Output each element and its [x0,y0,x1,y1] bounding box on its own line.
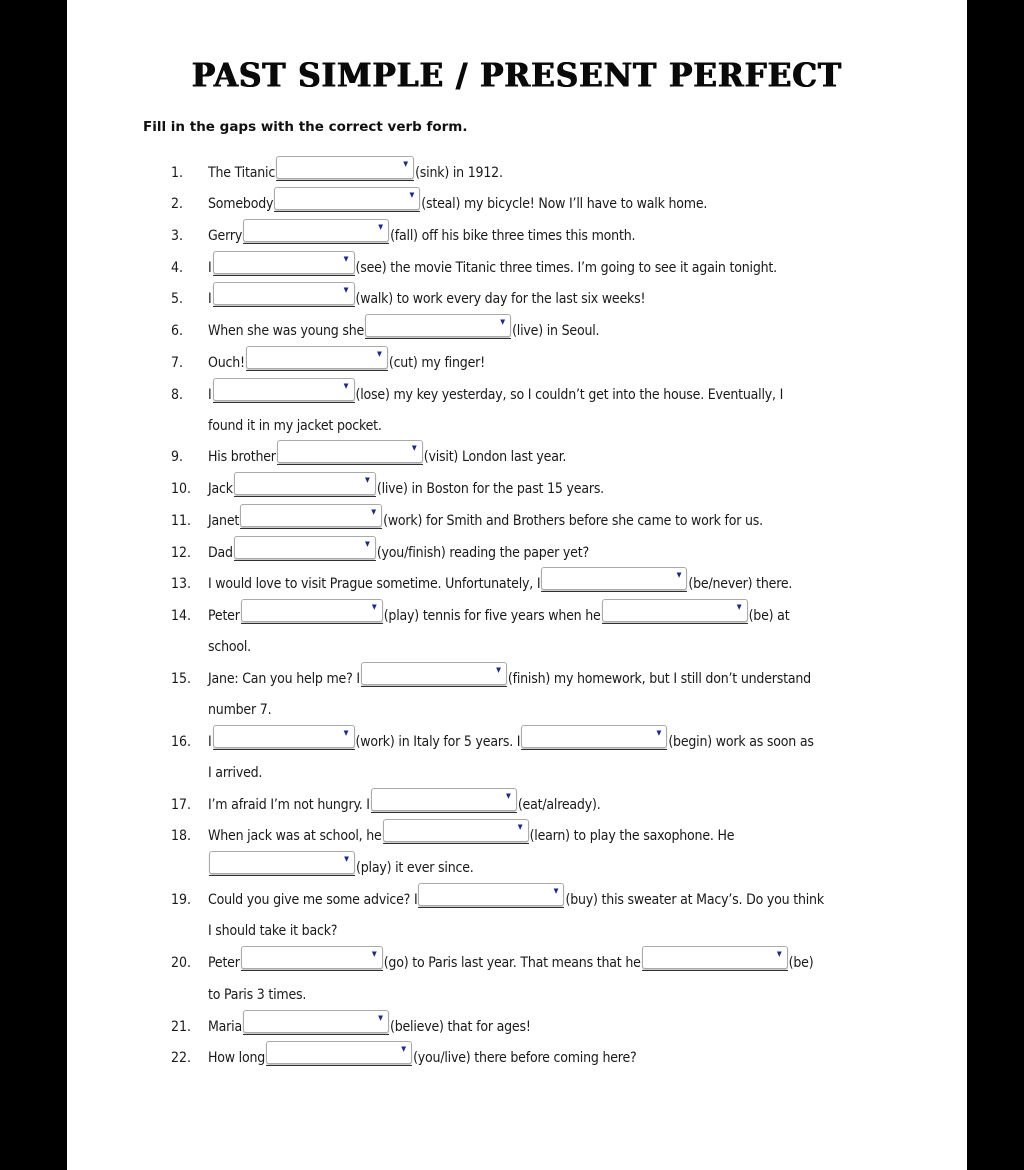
sentence-text: I’m afraid I’m not hungry. I [208,797,370,813]
gap-underline [541,591,687,592]
dropdown-select[interactable] [266,1041,412,1064]
gap-underline [418,907,564,908]
sentence-text: His brother [208,449,276,465]
sentence-text: How long [208,1050,266,1066]
item-sentence [208,600,789,626]
dropdown-arrow-icon[interactable]: ▼ [378,223,384,231]
item-sentence [208,820,734,846]
dropdown-arrow-icon[interactable]: ▼ [676,571,682,579]
gap-underline [241,970,383,971]
dropdown-select[interactable] [234,472,376,495]
item-sentence [208,347,485,373]
dropdown-arrow-icon[interactable]: ▼ [365,476,370,484]
answer-dropdown[interactable] [276,157,414,183]
answer-dropdown[interactable] [213,726,355,752]
gap-underline [209,875,355,876]
sentence-text: to Paris 3 times. [208,987,307,1003]
dropdown-select[interactable] [243,219,389,242]
gap-underline [213,306,355,307]
dropdown-select[interactable] [241,599,383,622]
dropdown-arrow-icon[interactable]: ▼ [401,1045,407,1053]
answer-dropdown[interactable] [241,947,383,973]
sentence-text: (be) [788,955,814,971]
dropdown-arrow-icon[interactable]: ▼ [776,950,782,958]
sentence-text: I would love to visit Prague sometime. Unfortunately, I [208,576,541,592]
dropdown-arrow-icon[interactable]: ▼ [553,887,559,895]
gap-underline [213,402,355,403]
sentence-text: number 7. [208,702,272,718]
item-sentence [208,283,645,309]
gap-underline [383,843,529,844]
sentence-text: Maria [208,1019,242,1035]
sentence-text: I arrived. [208,765,263,781]
answer-dropdown[interactable] [213,252,355,278]
item-number: 20. [171,955,192,971]
item-number: 12. [171,545,192,561]
item-number: 17. [171,797,192,813]
dropdown-arrow-icon[interactable]: ▼ [343,286,349,294]
dropdown-arrow-icon[interactable]: ▼ [364,540,370,548]
item-sentence [208,157,503,183]
dropdown-select[interactable] [243,1010,389,1033]
dropdown-arrow-icon[interactable]: ▼ [496,666,501,674]
sentence-text: (cut) my finger! [388,355,485,371]
dropdown-select[interactable] [276,156,414,179]
answer-dropdown[interactable] [277,441,423,467]
dropdown-arrow-icon[interactable]: ▼ [344,855,349,863]
item-number: 7. [171,355,184,371]
item-number: 3. [171,228,184,244]
sentence-text: Somebody [208,196,274,212]
answer-dropdown[interactable] [234,537,376,563]
sentence-text: (be) at [748,608,790,624]
dropdown-arrow-icon[interactable]: ▼ [403,160,409,168]
item-number: 2. [171,196,184,212]
sentence-text: Ouch! [208,355,245,371]
sentence-text: The Titanic [208,165,276,181]
sentence-text: I [208,291,212,307]
item-number: 9. [171,449,184,465]
sentence-text: (sink) in 1912. [415,165,503,181]
worksheet-title: PAST SIMPLE / PRESENT PERFECT [191,57,843,95]
answer-dropdown[interactable] [213,283,355,309]
sentence-text: Peter [208,608,240,624]
item-sentence [208,410,382,436]
dropdown-select[interactable] [418,883,564,906]
sentence-text: (finish) my homework, but I still don’t understand [507,671,811,687]
dropdown-arrow-icon[interactable]: ▼ [736,603,742,611]
sentence-text: (work) for Smith and Brothers before she came to work for us. [383,513,763,529]
answer-dropdown[interactable] [234,473,376,499]
dropdown-select[interactable] [541,567,687,590]
gap-underline [234,560,376,561]
answer-dropdown[interactable] [383,820,529,846]
gap-underline [266,1065,412,1066]
gap-underline [602,623,748,624]
sentence-text: (you/finish) reading the paper yet? [376,545,589,561]
sentence-text: (be/never) there. [688,576,793,592]
gap-underline [243,243,389,244]
sentence-text: I should take it back? [208,923,338,939]
dropdown-select[interactable] [277,440,423,463]
item-sentence [208,220,635,246]
answer-dropdown[interactable] [274,188,420,214]
dropdown-arrow-icon[interactable]: ▼ [377,350,382,358]
worksheet-page [67,0,967,1170]
answer-dropdown[interactable] [240,505,382,531]
answer-dropdown[interactable] [246,347,388,373]
item-number: 10. [171,481,192,497]
item-sentence [208,915,337,941]
item-sentence [208,947,813,973]
dropdown-select[interactable] [383,819,529,842]
sentence-text: When she was young she [208,323,365,339]
sentence-text: (you/live) there before coming here? [413,1050,637,1066]
dropdown-select[interactable] [274,187,420,210]
dropdown-select[interactable] [365,314,511,337]
answer-dropdown[interactable] [241,600,383,626]
item-number: 4. [171,260,184,276]
dropdown-select[interactable] [521,725,667,748]
item-number: 21. [171,1019,192,1035]
answer-dropdown[interactable] [541,568,687,594]
gap-underline [243,1034,389,1035]
item-number: 16. [171,734,192,750]
gap-underline [213,749,355,750]
item-sentence [208,315,599,341]
item-sentence [208,789,601,815]
gap-underline [274,211,420,212]
gap-underline [276,180,414,181]
answer-dropdown[interactable] [243,220,389,246]
sentence-text: Could you give me some advice? I [208,892,418,908]
sentence-text: (believe) that for ages! [389,1019,531,1035]
answer-dropdown[interactable] [371,789,517,815]
dropdown-arrow-icon[interactable]: ▼ [378,1014,383,1022]
sentence-text: (go) to Paris last year. That means that he [383,955,641,971]
answer-dropdown[interactable] [365,315,511,341]
item-sentence [208,852,474,878]
item-sentence [208,663,811,689]
dropdown-arrow-icon[interactable]: ▼ [411,444,417,452]
gap-underline [246,370,388,371]
dropdown-arrow-icon[interactable]: ▼ [343,255,349,263]
item-sentence [208,188,707,214]
sentence-text: (see) the movie Titanic three times. I’m going to see it again tonight. [355,260,777,276]
sentence-text: (learn) to play the saxophone. He [529,828,735,844]
item-sentence [208,379,783,405]
item-sentence [208,568,792,594]
item-sentence [208,1042,637,1068]
sentence-text: Jack [208,481,233,497]
sentence-text: (fall) off his bike three times this month. [390,228,636,244]
dropdown-arrow-icon[interactable]: ▼ [343,729,349,737]
dropdown-select[interactable] [602,599,748,622]
item-number: 18. [171,828,192,844]
sentence-text: (lose) my key yesterday, so I couldn’t get into the house. Eventually, I [355,387,784,403]
dropdown-select[interactable] [240,504,382,527]
item-sentence [208,757,262,783]
item-number: 13. [171,576,192,592]
item-number: 1. [171,165,184,181]
dropdown-select[interactable] [213,378,355,401]
gap-underline [521,749,667,750]
sentence-text: (steal) my bicycle! Now I’ll have to walk home. [421,196,708,212]
dropdown-arrow-icon[interactable]: ▼ [371,603,377,611]
dropdown-select[interactable] [213,251,355,274]
item-sentence [208,1011,531,1037]
sentence-text: When jack was at school, he [208,828,382,844]
item-number: 5. [171,291,184,307]
sentence-text: (live) in Seoul. [512,323,600,339]
sentence-text: I [208,260,212,276]
sentence-text: Peter [208,955,240,971]
dropdown-arrow-icon[interactable]: ▼ [371,950,377,958]
gap-underline [241,623,383,624]
sentence-text: (play) tennis for five years when he [383,608,601,624]
gap-underline [371,812,517,813]
sentence-text: I [208,387,212,403]
sentence-text: Gerry [208,228,243,244]
dropdown-arrow-icon[interactable]: ▼ [517,823,523,831]
sentence-text: I [208,734,212,750]
sentence-text: Dad [208,545,233,561]
item-sentence [208,694,271,720]
dropdown-arrow-icon[interactable]: ▼ [371,508,377,516]
gap-underline [234,496,376,497]
answer-dropdown[interactable] [361,663,507,689]
answer-dropdown[interactable] [642,947,788,973]
item-sentence [208,979,306,1005]
item-number: 22. [171,1050,192,1066]
dropdown-select[interactable] [642,946,788,969]
item-sentence [208,884,824,910]
dropdown-select[interactable] [371,788,517,811]
sentence-text: Jane: Can you help me? I [208,671,360,687]
item-sentence [208,505,763,531]
dropdown-select[interactable] [241,946,383,969]
item-number: 15. [171,671,192,687]
dropdown-arrow-icon[interactable]: ▼ [343,382,349,390]
sentence-text: (play) it ever since. [356,860,474,876]
dropdown-arrow-icon[interactable]: ▼ [500,318,506,326]
gap-underline [365,338,511,339]
sentence-text: (begin) work as soon as [668,734,814,750]
answer-dropdown[interactable] [213,379,355,405]
sentence-text: school. [208,639,251,655]
dropdown-select[interactable] [234,536,376,559]
answer-dropdown[interactable] [209,852,355,878]
sentence-text: (eat/already). [517,797,601,813]
item-sentence [208,726,814,752]
dropdown-select[interactable] [213,725,355,748]
dropdown-select[interactable] [209,851,355,874]
answer-dropdown[interactable] [266,1042,412,1068]
sentence-text: (walk) to work every day for the last six weeks! [355,291,646,307]
answer-dropdown[interactable] [418,884,564,910]
sentence-text: (visit) London last year. [423,449,567,465]
item-number: 6. [171,323,184,339]
gap-underline [277,464,423,465]
item-sentence [208,441,566,467]
sentence-text: Janet [208,513,240,529]
dropdown-select[interactable] [246,346,388,369]
answer-dropdown[interactable] [243,1011,389,1037]
item-sentence [208,537,589,563]
sentence-text: (buy) this sweater at Macy’s. Do you think [565,892,824,908]
item-sentence [208,631,251,657]
gap-underline [361,686,507,687]
instructions: Fill in the gaps with the correct verb form. [143,119,468,135]
gap-underline [642,970,788,971]
item-sentence [208,473,604,499]
dropdown-arrow-icon[interactable]: ▼ [409,191,415,199]
item-number: 14. [171,608,192,624]
dropdown-arrow-icon[interactable]: ▼ [656,729,662,737]
answer-dropdown[interactable] [521,726,667,752]
dropdown-select[interactable] [213,282,355,305]
dropdown-arrow-icon[interactable]: ▼ [505,792,511,800]
item-sentence [208,252,777,278]
sentence-text: found it in my jacket pocket. [208,418,382,434]
item-number: 11. [171,513,192,529]
sentence-text: (live) in Boston for the past 15 years. [376,481,604,497]
gap-underline [240,528,382,529]
answer-dropdown[interactable] [602,600,748,626]
sentence-text: (work) in Italy for 5 years. I [355,734,521,750]
item-number: 8. [171,387,184,403]
item-number: 19. [171,892,192,908]
dropdown-select[interactable] [361,662,507,685]
gap-underline [213,275,355,276]
